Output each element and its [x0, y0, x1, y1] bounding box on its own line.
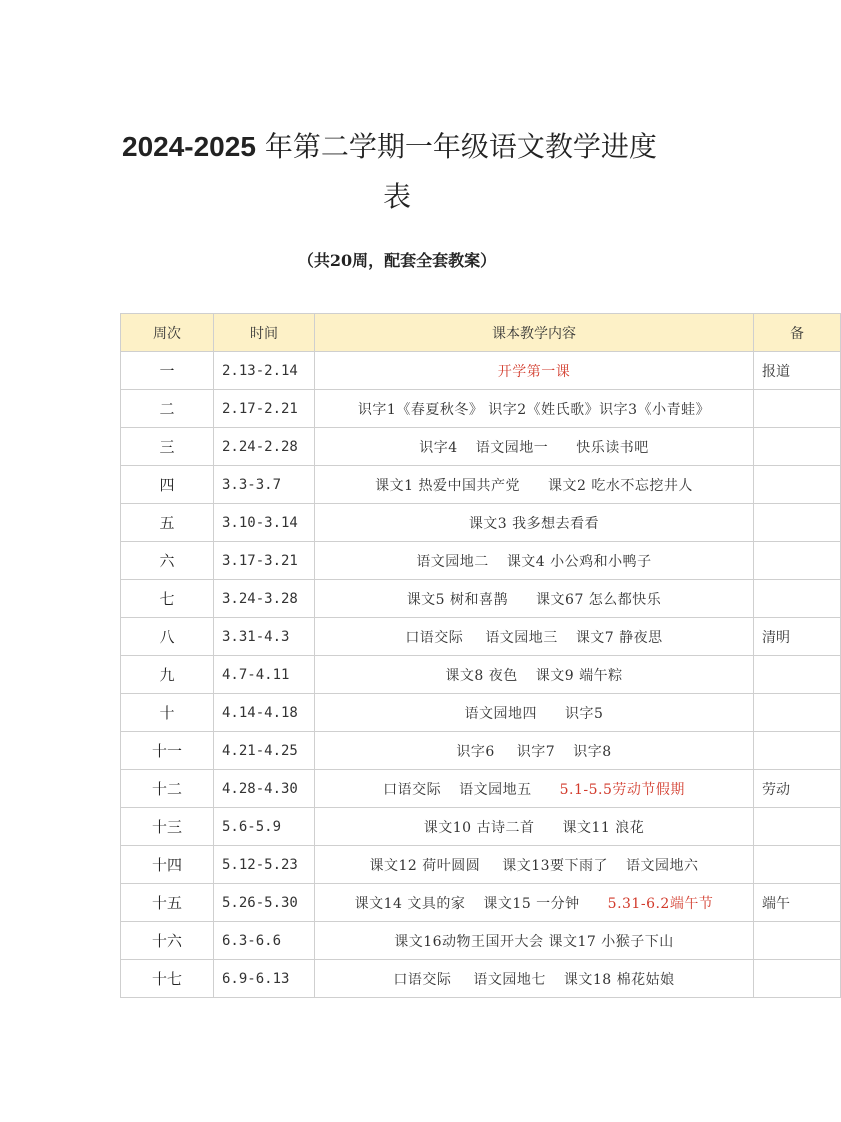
- lesson-text: 课文11 浪花: [562, 819, 645, 836]
- week-cell: 五: [121, 504, 214, 542]
- lesson-text: 口语交际: [405, 629, 464, 646]
- week-cell: 三: [121, 428, 214, 466]
- time-cell: 3.24-3.28: [214, 580, 315, 618]
- content-cell: [315, 656, 754, 694]
- header-time: 时间: [214, 314, 315, 352]
- content-cell: [315, 542, 754, 580]
- time-cell: 2.24-2.28: [214, 428, 315, 466]
- table-row: [121, 428, 841, 466]
- time-cell: 4.28-4.30: [214, 770, 315, 808]
- lesson-text: 课文18 棉花姑娘: [563, 971, 675, 988]
- lesson-text: 识字7: [516, 743, 556, 760]
- time-cell: 2.17-2.21: [214, 390, 315, 428]
- table-row: [121, 922, 841, 960]
- week-cell: 十一: [121, 732, 214, 770]
- lesson-text: 语文园地一: [475, 439, 549, 456]
- week-cell: 十: [121, 694, 214, 732]
- time-cell: 4.7-4.11: [214, 656, 315, 694]
- week-cell: 八: [121, 618, 214, 656]
- table-row: [121, 846, 841, 884]
- lesson-text: 课文16动物王国开大会 课文17 小猴子下山: [394, 933, 674, 950]
- table-row: [121, 694, 841, 732]
- lesson-text: 识字6: [456, 743, 495, 760]
- lesson-text: 识字5: [565, 705, 604, 722]
- lesson-text: 口语交际: [383, 781, 442, 798]
- table-row: [121, 960, 841, 998]
- highlight-text: 5.1-5.5劳动节假期: [559, 781, 685, 798]
- content-cell: [315, 884, 754, 922]
- week-cell: 十四: [121, 846, 214, 884]
- table-body: [121, 352, 841, 998]
- note-cell: 端午: [754, 884, 841, 922]
- lesson-text: 课文8 夜色: [445, 667, 518, 684]
- note-cell: [754, 390, 841, 428]
- note-cell: [754, 808, 841, 846]
- lesson-text: 口语交际: [393, 971, 452, 988]
- week-cell: 六: [121, 542, 214, 580]
- lesson-text: 课文67 怎么都快乐: [536, 591, 662, 608]
- note-cell: [754, 846, 841, 884]
- lesson-text: 课文2 吃水不忘挖井人: [548, 477, 693, 494]
- time-cell: 6.9-6.13: [214, 960, 315, 998]
- lesson-text: 课文5 树和喜鹊: [406, 591, 509, 608]
- note-cell: [754, 466, 841, 504]
- time-cell: 4.14-4.18: [214, 694, 315, 732]
- content-cell: [315, 694, 754, 732]
- note-cell: [754, 694, 841, 732]
- time-cell: 2.13-2.14: [214, 352, 315, 390]
- note-cell: 报道: [754, 352, 841, 390]
- lesson-text: 课文3 我多想去看看: [468, 515, 600, 532]
- week-cell: 十六: [121, 922, 214, 960]
- week-cell: 四: [121, 466, 214, 504]
- schedule-table-container: [120, 313, 804, 998]
- header-week: 周次: [121, 314, 214, 352]
- week-cell: 十七: [121, 960, 214, 998]
- title-text-line2: 表: [382, 180, 411, 213]
- lesson-text: 语文园地七: [473, 971, 546, 988]
- table-row: [121, 656, 841, 694]
- lesson-text: 语文园地四: [464, 705, 538, 722]
- time-cell: 3.31-4.3: [214, 618, 315, 656]
- table-row: [121, 390, 841, 428]
- lesson-text: 快乐读书吧: [576, 439, 649, 456]
- table-row: [121, 580, 841, 618]
- lesson-text: 识字1《春夏秋冬》 识字2《姓氏歌》识字3《小青蛙》: [357, 401, 711, 418]
- content-cell: [315, 390, 754, 428]
- title-text-line1: 年第二学期一年级语文教学进度: [264, 130, 657, 163]
- table-row: [121, 732, 841, 770]
- title-year: 2024-2025: [122, 131, 256, 162]
- note-cell: [754, 580, 841, 618]
- week-cell: 十三: [121, 808, 214, 846]
- lesson-text: 课文12 荷叶圆圆: [369, 857, 481, 874]
- time-cell: 3.10-3.14: [214, 504, 315, 542]
- lesson-text: 语文园地三: [485, 629, 558, 646]
- time-cell: 5.26-5.30: [214, 884, 315, 922]
- lesson-text: 课文15 一分钟: [483, 895, 580, 912]
- lesson-text: 课文1 热爱中国共产党: [375, 477, 520, 494]
- document-title: [122, 122, 682, 222]
- note-cell: [754, 504, 841, 542]
- document-subtitle: （共20周，配套全套教案）: [297, 251, 497, 270]
- week-cell: 十二: [121, 770, 214, 808]
- content-cell: [315, 770, 754, 808]
- content-cell: [315, 960, 754, 998]
- table-row: [121, 542, 841, 580]
- week-cell: 九: [121, 656, 214, 694]
- schedule-table: [120, 313, 841, 998]
- note-cell: [754, 732, 841, 770]
- content-cell: [315, 618, 754, 656]
- note-cell: [754, 656, 841, 694]
- week-cell: 七: [121, 580, 214, 618]
- table-row: [121, 770, 841, 808]
- content-cell: [315, 808, 754, 846]
- lesson-text: 语文园地二: [416, 553, 489, 570]
- table-row: [121, 618, 841, 656]
- time-cell: 5.6-5.9: [214, 808, 315, 846]
- time-cell: 3.3-3.7: [214, 466, 315, 504]
- time-cell: 4.21-4.25: [214, 732, 315, 770]
- header-content: 课本教学内容: [315, 314, 754, 352]
- content-cell: [315, 846, 754, 884]
- content-cell: [315, 922, 754, 960]
- table-row: [121, 808, 841, 846]
- lesson-text: 识字8: [573, 743, 612, 760]
- note-cell: [754, 428, 841, 466]
- time-cell: 3.17-3.21: [214, 542, 315, 580]
- table-row: [121, 466, 841, 504]
- lesson-text: 课文14 文具的家: [354, 895, 466, 912]
- lesson-text: 课文9 端午粽: [535, 667, 623, 684]
- time-cell: 6.3-6.6: [214, 922, 315, 960]
- week-cell: 十五: [121, 884, 214, 922]
- lesson-text: 识字4: [419, 439, 458, 456]
- time-cell: 5.12-5.23: [214, 846, 315, 884]
- note-cell: 清明: [754, 618, 841, 656]
- table-row: [121, 504, 841, 542]
- highlight-text: 5.31-6.2端午节: [607, 895, 714, 912]
- week-cell: 二: [121, 390, 214, 428]
- note-cell: [754, 542, 841, 580]
- content-cell: [315, 352, 754, 390]
- note-cell: [754, 960, 841, 998]
- lesson-text: 课文10 古诗二首: [423, 819, 535, 836]
- content-cell: [315, 504, 754, 542]
- header-note: 备: [754, 314, 841, 352]
- lesson-text: 课文4 小公鸡和小鸭子: [506, 553, 652, 570]
- highlight-text: 开学第一课: [497, 363, 571, 380]
- week-cell: 一: [121, 352, 214, 390]
- table-row: [121, 884, 841, 922]
- note-cell: [754, 922, 841, 960]
- lesson-text: 课文13要下雨了: [502, 857, 609, 874]
- content-cell: [315, 732, 754, 770]
- content-cell: [315, 428, 754, 466]
- content-cell: [315, 466, 754, 504]
- content-cell: [315, 580, 754, 618]
- lesson-text: 课文7 静夜思: [575, 629, 663, 646]
- lesson-text: 语文园地五: [459, 781, 532, 798]
- note-cell: 劳动: [754, 770, 841, 808]
- table-row: [121, 352, 841, 390]
- lesson-text: 语文园地六: [626, 857, 699, 874]
- table-header-row: [121, 314, 841, 352]
